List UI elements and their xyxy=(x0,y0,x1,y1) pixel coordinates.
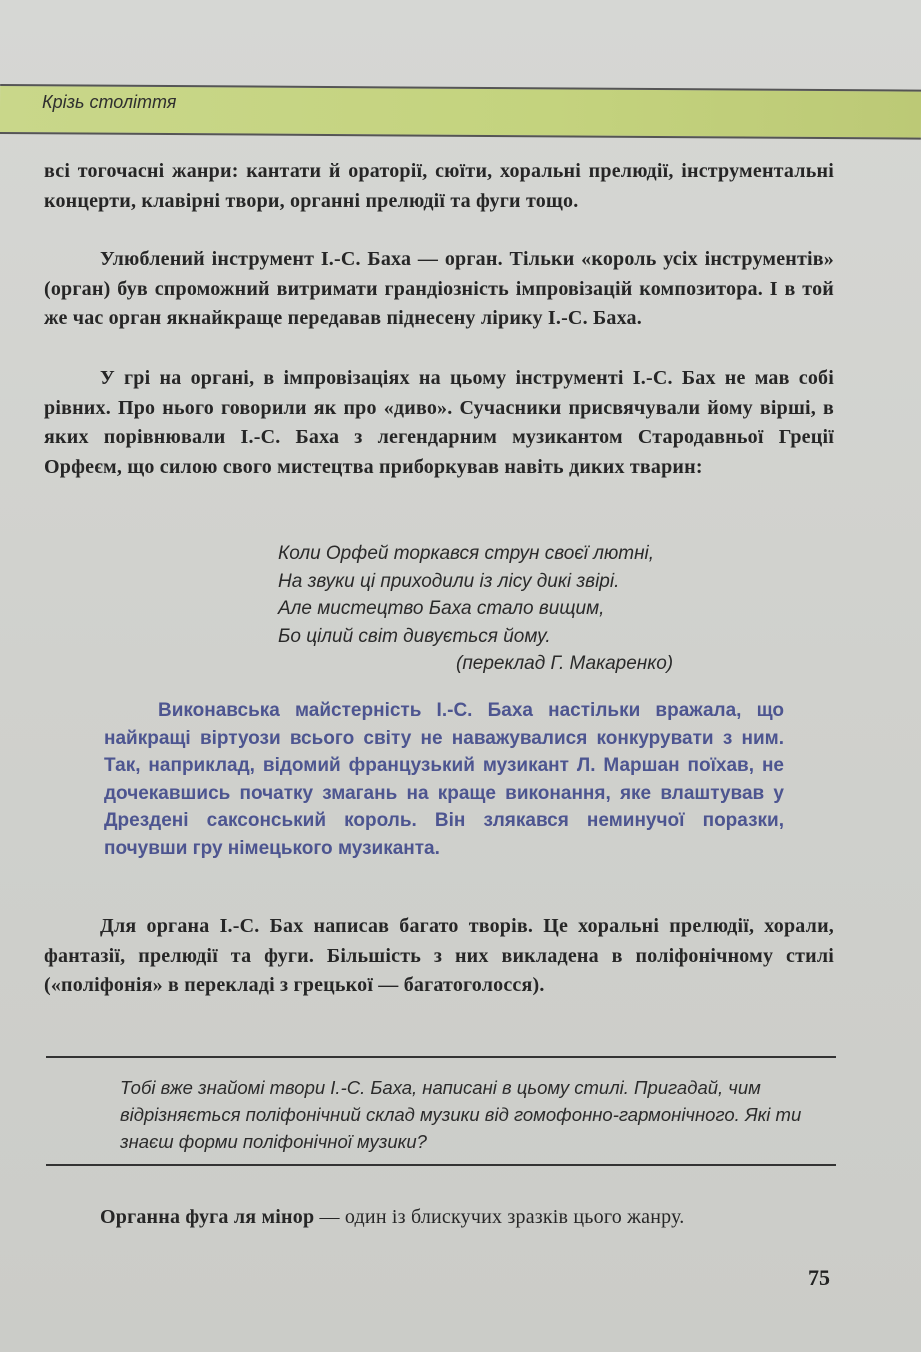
paragraph-fugue xyxy=(44,1203,834,1233)
section-title: Крізь століття xyxy=(42,92,177,112)
paragraph-improvisation xyxy=(44,364,834,482)
poem-line: Але мистецтво Баха стало вищим, xyxy=(278,598,605,619)
paragraph-organ-text: Улюблений інструмент І.-С. Баха — орган. Тільки «король усіх інструментів» (орган) був спроможний витримати грандіозність імпровізацій композитора. І в той же час орган якнайкраще передавав піднесену лірику І.-С. Баха. xyxy=(44,248,834,329)
question-rule-top xyxy=(46,1056,836,1058)
paragraph-organ-works xyxy=(44,912,834,1001)
poem-line: На звуки ці приходили із лісу дикі звірі. xyxy=(278,570,620,592)
poem-line: Бо цілий світ дивується йому. xyxy=(278,625,551,647)
highlight-text: Виконавська майстерність І.-С. Баха настільки вражала, що найкращі віртуози всього світу не наважувалися конкурувати з ним. Так, наприклад, відомий французький музикант Л. Маршан поїхав, не дочекавшись початку змагань на краще виконання, яке влаштував у Дрездені саксонський король. Він злякався неминучої поразки, почувши гру німецького музиканта. xyxy=(104,700,784,859)
page-number: 75 xyxy=(808,1265,830,1290)
highlight-paragraph xyxy=(104,697,784,862)
fugue-title: Органна фуга ля мінор xyxy=(100,1206,315,1228)
poem-block xyxy=(278,540,718,678)
paragraph-organ xyxy=(44,245,834,334)
paragraph-genres: всі тогочасні жанри: кантати й ораторії, сюїти, хоральні прелюдії, інструментальні концерти, клавірні твори, органні прелюдії та фуги тощо. xyxy=(44,160,834,212)
poem-credit: (переклад Г. Макаренко) xyxy=(456,653,674,674)
question-box: Тобі вже знайомі твори І.-С. Баха, написані в цьому стилі. Пригадай, чим відрізняється поліфонічний склад музики від гомофонно-гармонічного. Які ти знаєш форми поліфонічної музики? xyxy=(120,1077,802,1152)
paragraph-improvisation-text: У грі на органі, в імпровізаціях на цьому інструменті І.-С. Бах не мав собі рівних. Про нього говорили як про «диво». Сучасники присвячували йому вірші, в яких порівнювали І.-С. Баха з легендарним музикантом Стародавньої Греції Орфеєм, що силою свого мистецтва приборкував навіть диких тварин: xyxy=(44,367,834,478)
question-rule-bottom xyxy=(46,1164,836,1166)
poem-line: Коли Орфей торкався струн своєї лютні, xyxy=(278,543,655,564)
fugue-text: — один із блискучих зразків цього жанру. xyxy=(314,1206,685,1228)
paragraph-organ-works-text: Для органа І.-С. Бах написав багато творів. Це хоральні прелюдії, хорали, фантазії, прелюдії та фуги. Більшість з них викладена в поліфонічному стилі («поліфонія» в перекладі з грецької — багатоголосся). xyxy=(44,915,834,996)
